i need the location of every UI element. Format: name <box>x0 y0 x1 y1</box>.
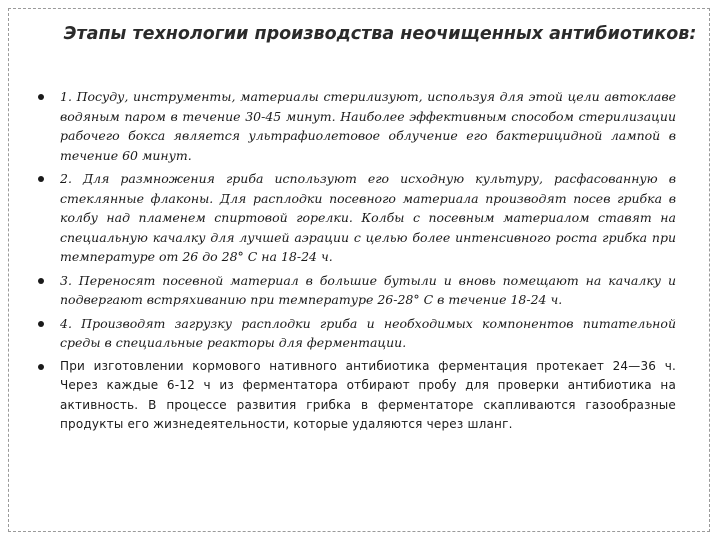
bullet-icon <box>38 278 44 284</box>
list-item <box>36 87 676 165</box>
list-item <box>36 314 676 353</box>
list-item <box>36 357 676 435</box>
list-item-text: 1. Посуду, инструменты, материалы стерилизуют, используя для этой цели автоклаве водяным паром в течение 30-45 минут. Наиболее эффективным способом стерилизации рабочего бокса является ультрафиолетовое облучение его бактерицидной лампой в течение 60 минут. <box>60 89 676 163</box>
list-item <box>36 271 676 310</box>
bullet-icon <box>38 176 44 182</box>
list-item <box>36 169 676 267</box>
bullet-icon <box>38 94 44 100</box>
list-item-text: 3. Переносят посевной материал в большие бутыли и вновь помещают на качалку и подвергают встряхиванию при температуре 26-28° С в течение 18-24 ч. <box>60 272 676 307</box>
stages-list <box>36 87 676 439</box>
list-item-text: 2. Для размножения гриба используют его исходную культуру, расфасованную в стеклянные флаконы. Для расплодки посевного материала производят посев грибка в колбу над пламенем спиртовой горелки. Колбы с посевным материалом ставят на специальную качалку для лучшей аэрации с целью более интенсивного роста грибка при температуре от 26 до 28° С на 18-24 ч. <box>60 171 676 264</box>
bullet-icon <box>38 364 44 370</box>
list-item-text: 4. Производят загрузку расплодки гриба и необходимых компонентов питательной среды в специальные реакторы для ферментации. <box>60 315 676 350</box>
bullet-icon <box>38 321 44 327</box>
slide-title: Этапы технологии производства неочищенных антибиотиков: <box>63 24 697 44</box>
list-item-text: При изготовлении кормового нативного антибиотика ферментация протекает 24—36 ч. Через каждые 6-12 ч из ферментатора отбирают пробу для проверки антибиотика на активность. В процессе развития грибка в ферментаторе скапливаются газообразные продукты его жизнедеятельности, которые удаляются через шланг. <box>60 358 676 431</box>
